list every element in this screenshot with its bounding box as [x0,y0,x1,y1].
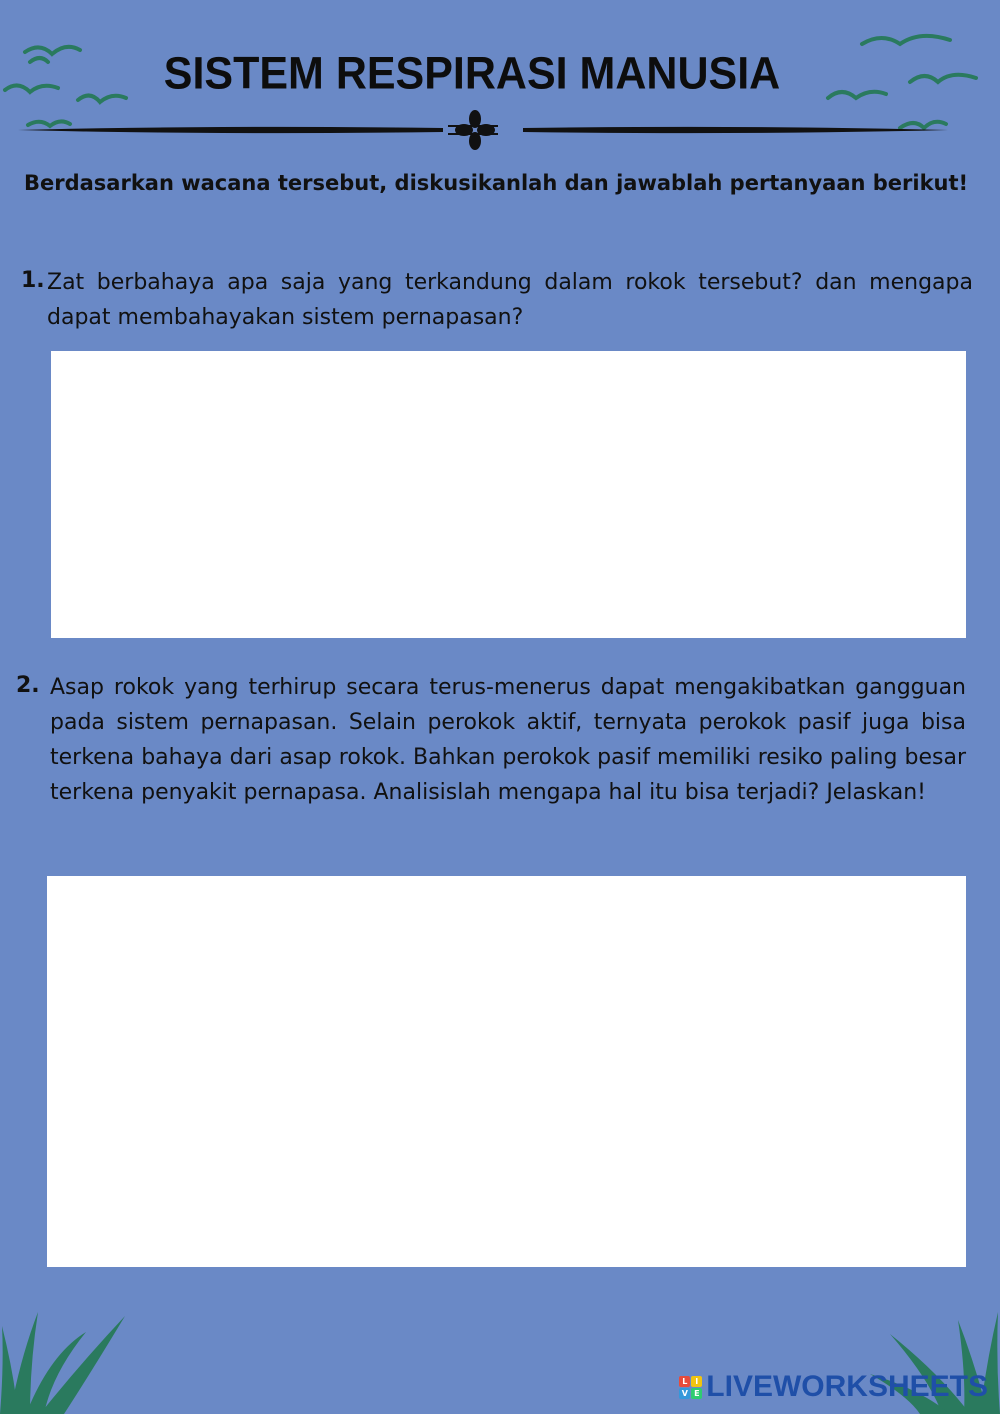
logo-letter: L [679,1376,690,1387]
liveworksheets-brand [679,1370,988,1404]
question-number: 2. [16,673,40,698]
question-number: 1. [21,268,45,293]
grass-icon [0,1304,140,1414]
logo-letter: I [691,1376,702,1387]
answer-box-1[interactable] [51,351,966,638]
question-text: Zat berbahaya apa saja yang terkandung dalam rokok tersebut? dan mengapa dapat membahayakan sistem pernapasan? [47,270,973,330]
liveworksheets-logo-icon [679,1376,702,1399]
brand-name: LIVEWORKSHEETS [706,1370,988,1403]
logo-letter: E [691,1388,702,1399]
instruction-text: Berdasarkan wacana tersebut, diskusikanlah dan jawablah pertanyaan berikut! [24,171,969,195]
question-text: Asap rokok yang terhirup secara terus-menerus dapat mengakibatkan gangguan pada sistem pernapasan. Selain perokok aktif, ternyata perokok pasif juga bisa terkena bahaya dari asap rokok. Bahkan perokok pasif memiliki resiko paling besar terkena penyakit pernapasa. Analisislah mengapa hal itu bisa terjadi? Jelaskan! [50,675,966,805]
logo-letter: V [679,1388,690,1399]
answer-box-2[interactable] [47,876,966,1267]
page-title: SISTEM RESPIRASI MANUSIA [163,48,781,100]
flourish-divider-icon [18,108,948,152]
